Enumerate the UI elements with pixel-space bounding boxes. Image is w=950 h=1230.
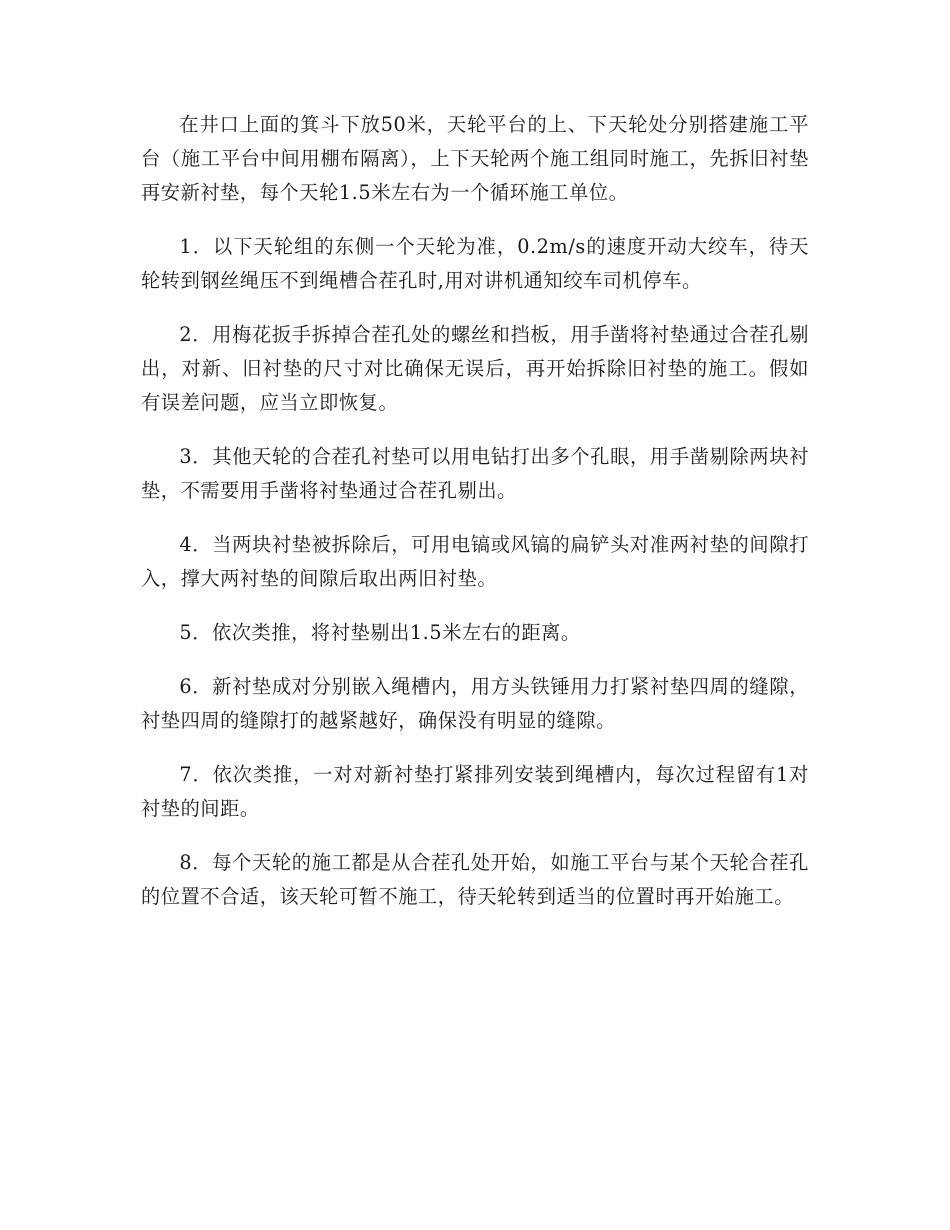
step-8-paragraph: 8．每个天轮的施工都是从合茬孔处开始，如施工平台与某个天轮合茬孔的位置不合适，该天轮可暂不施工，待天轮转到适当的位置时再开始施工。 <box>141 851 809 908</box>
step-1-paragraph: 1．以下天轮组的东侧一个天轮为准，0.2m/s的速度开动大绞车，待天轮转到钢丝绳压不到绳槽合茬孔时,用对讲机通知绞车司机停车。 <box>141 235 809 292</box>
step-4-paragraph: 4．当两块衬垫被拆除后，可用电镐或风镐的扁铲头对准两衬垫的间隙打入，撑大两衬垫的间隙后取出两旧衬垫。 <box>141 533 809 590</box>
step-5-paragraph: 5．依次类推，将衬垫剔出1.5米左右的距离。 <box>179 621 581 644</box>
document-page <box>141 108 809 934</box>
step-6-paragraph: 6．新衬垫成对分别嵌入绳槽内，用方头铁锤用力打紧衬垫四周的缝隙，衬垫四周的缝隙打的越紧越好，确保没有明显的缝隙。 <box>141 675 809 732</box>
step-2-paragraph: 2．用梅花扳手拆掉合茬孔处的螺丝和挡板，用手凿将衬垫通过合茬孔剔出，对新、旧衬垫的尺寸对比确保无误后，再开始拆除旧衬垫的施工。假如有误差问题，应当立即恢复。 <box>141 323 809 414</box>
intro-paragraph: 在井口上面的箕斗下放50米，天轮平台的上、下天轮处分别搭建施工平台（施工平台中间用棚布隔离），上下天轮两个施工组同时施工，先拆旧衬垫再安新衬垫，每个天轮1.5米左右为一个循环施工单位。 <box>141 113 809 204</box>
step-3-paragraph: 3．其他天轮的合茬孔衬垫可以用电钻打出多个孔眼，用手凿剔除两块衬垫，不需要用手凿将衬垫通过合茬孔剔出。 <box>141 445 809 502</box>
step-7-paragraph: 7．依次类推，一对对新衬垫打紧排列安装到绳槽内，每次过程留有1对衬垫的间距。 <box>141 763 809 820</box>
